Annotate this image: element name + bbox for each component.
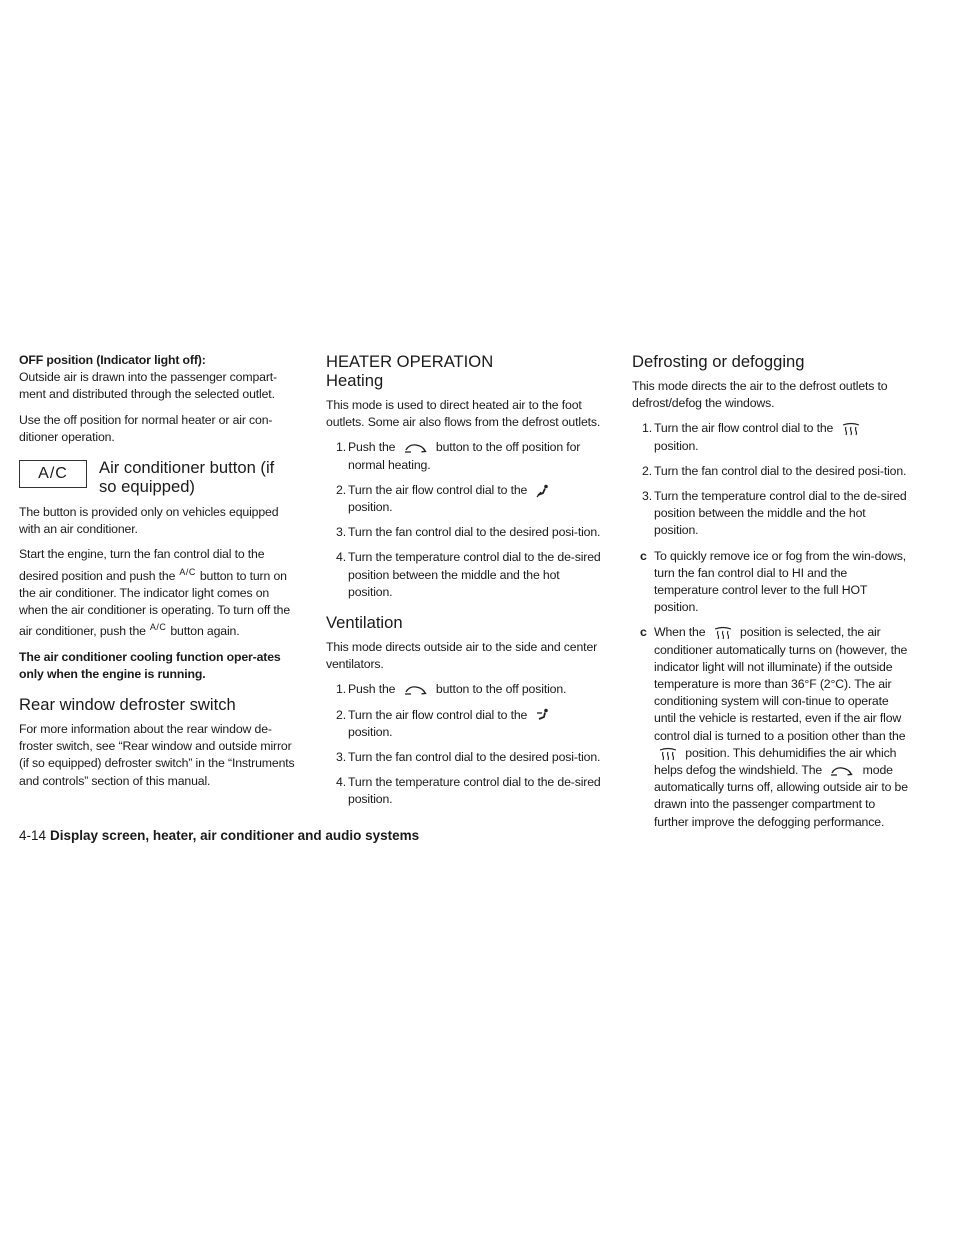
left-column: [19, 352, 295, 798]
ac-section-title: Air conditioner button (if so equipped): [99, 458, 275, 497]
ventilation-title: Ventilation: [326, 613, 403, 633]
ventilation-intro: This mode directs outside air to the side and center ventilators.: [326, 640, 598, 672]
rear-defroster-text: For more information about the rear window de-froster switch, see “Rear window and outside mirror (if so equipped) defroster switch” in the “Instruments and controls” section of this manual.: [19, 722, 295, 788]
right-column: [632, 352, 908, 839]
page-number: 4-14: [19, 828, 47, 843]
foot-mode-icon: [535, 484, 551, 498]
ventilation-steps: [326, 681, 602, 808]
air-recirculation-icon: [829, 765, 855, 777]
defrost-step: 2. Turn the fan control dial to the desired posi-tion.: [642, 463, 907, 478]
heating-step: 1. Push the button to the off position for normal heating.: [336, 440, 581, 472]
heating-step: 4. Turn the temperature control dial to the de-sired position between the middle and the hot position.: [336, 550, 601, 599]
heating-title: Heating: [326, 371, 384, 390]
heater-operation-title: HEATER OPERATION: [326, 352, 494, 371]
bullet-mark: c: [640, 548, 647, 563]
section-title: Display screen, heater, air conditioner and audio systems: [50, 828, 420, 843]
ac-paragraph-1: The button is provided only on vehicles equipped with an air conditioner.: [19, 505, 279, 537]
ventilation-step: 3. Turn the fan control dial to the desired posi-tion.: [336, 750, 601, 765]
ac-inline-icon: A/C: [179, 566, 196, 577]
middle-column: [326, 352, 602, 817]
heating-intro: This mode is used to direct heated air to the foot outlets. Some air also flows from the defrost outlets.: [326, 398, 601, 430]
off-position-text: Outside air is drawn into the passenger compart-ment and distributed through the selected outlet.: [19, 370, 277, 402]
off-position-heading: OFF position (Indicator light off):: [19, 353, 206, 367]
ventilation-step: 4. Turn the temperature control dial to the de-sired position.: [336, 775, 601, 807]
air-recirculation-icon: [403, 442, 429, 454]
ventilation-step: 1. Push the button to the off position.: [336, 682, 567, 697]
rear-defroster-title: Rear window defroster switch: [19, 695, 236, 715]
defrost-steps: [632, 420, 908, 539]
defrost-step: 1. Turn the air flow control dial to the position.: [632, 420, 908, 454]
air-recirculation-icon: [403, 684, 429, 696]
defrost-mode-icon: [713, 626, 733, 640]
defrost-note: c When the position is selected, the air conditioner automatically turns on (however, the indicator light will not illuminate) if the outside temperature is more than 36°F (2°C). The air conditioning system will con-tinue to operate until the vehicle is restarted, even if the air flow control dial is turned to a position other than the position. This dehumidifies the air which helps defog the windshield. The mode automatically turns off, allowing outside air to be drawn into the passenger compartment to further improve the defogging performance.: [640, 625, 908, 829]
ventilation-step: 2. Turn the air flow control dial to the position.: [326, 707, 602, 741]
heating-step: 2. Turn the air flow control dial to the position.: [326, 482, 602, 516]
ac-inline-icon: A/C: [149, 622, 167, 633]
defrost-step: 3. Turn the temperature control dial to the de-sired position between the middle and the hot position.: [642, 489, 907, 538]
off-position-use-text: Use the off position for normal heater or air con-ditioner operation.: [19, 412, 273, 444]
heating-steps: [326, 439, 602, 601]
ac-icon: A/C: [19, 460, 87, 488]
defrost-mode-icon: [841, 422, 861, 436]
defrosting-intro: This mode directs the air to the defrost outlets to defrost/defog the windows.: [632, 379, 888, 411]
page-footer: [19, 828, 419, 843]
defrost-notes: [632, 548, 908, 831]
ac-paragraph-2: Start the engine, turn the fan control dial to the desired position and push the $^{A/C}$ button to turn on the air conditioner. The indicator light comes on when the air conditioner is operating. To turn off the air conditioner, push the $^{A/C}$ button again.: [19, 547, 291, 639]
defrost-note: c To quickly remove ice or fog from the win-dows, turn the fan control dial to HI and the temperature control lever to the full HOT position.: [640, 548, 906, 615]
heating-step: 3. Turn the fan control dial to the desired posi-tion.: [336, 525, 601, 540]
ac-button-heading: [19, 458, 295, 496]
defrost-mode-icon: [658, 747, 678, 761]
vent-mode-icon: [535, 708, 551, 722]
bullet-mark: c: [640, 625, 647, 640]
defrosting-title: Defrosting or defogging: [632, 352, 805, 371]
ac-warning: The air conditioner cooling function oper-ates only when the engine is running.: [19, 649, 281, 681]
